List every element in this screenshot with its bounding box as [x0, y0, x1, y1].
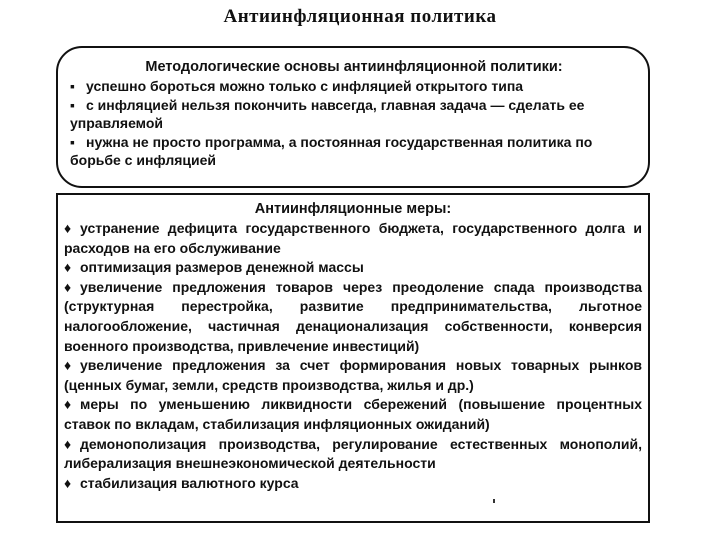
methodology-item — [70, 96, 638, 133]
measures-item-text: устранение дефицита государственного бюджета, государственного долга и расходов на его обслуживание — [64, 220, 642, 256]
methodology-item-text: нужна не просто программа, а постоянная государственная политика по борьбе с инфляцией — [70, 133, 593, 168]
measures-item-text: стабилизация валютного курса — [80, 474, 299, 491]
measures-item — [64, 356, 642, 395]
measures-item-text: демонополизация производства, регулирование естественных монополий, либерализация внешнеэкономической деятельности — [64, 435, 642, 472]
measures-item-text: увеличение предложения товаров через преодоление спада производства (структурная перестройка, развитие предпринимательства, льготное налогообложение, частичная денационализация собственности, конверсия военного производства, привлечение инвестиций) — [64, 278, 642, 354]
methodology-item — [70, 133, 638, 170]
measures-item — [64, 258, 642, 278]
diamond-bullet-icon: ♦ — [64, 220, 72, 236]
scan-mark — [493, 499, 495, 503]
methodology-item — [70, 77, 638, 96]
square-bullet-icon: ▪ — [70, 96, 75, 113]
diamond-bullet-icon: ♦ — [64, 357, 72, 374]
measures-item-text: оптимизация размеров денежной массы — [80, 259, 364, 276]
methodology-heading: Методологические основы антиинфляционной политики: — [145, 59, 563, 75]
diamond-bullet-icon: ♦ — [64, 278, 72, 295]
measures-item — [64, 278, 642, 356]
measures-heading: Антиинфляционные меры: — [254, 201, 452, 217]
square-bullet-icon: ▪ — [70, 78, 75, 94]
methodology-item-text: успешно бороться можно только с инфляцией открытого типа — [86, 78, 524, 94]
square-bullet-icon: ▪ — [70, 133, 75, 150]
diamond-bullet-icon: ♦ — [64, 259, 72, 276]
measures-item — [64, 474, 642, 494]
measures-item — [64, 435, 642, 474]
measures-box — [56, 193, 650, 523]
diamond-bullet-icon: ♦ — [64, 435, 72, 452]
measures-item-text: меры по уменьшению ликвидности сбережений (повышение процентных ставок по вкладам, стабилизация инфляционных ожиданий) — [64, 396, 642, 432]
measures-item — [64, 395, 642, 434]
diamond-bullet-icon: ♦ — [64, 474, 72, 491]
diamond-bullet-icon: ♦ — [64, 396, 72, 413]
methodology-item-text: с инфляцией нельзя покончить навсегда, главная задача — сделать ее управляемой — [70, 96, 585, 131]
measures-item — [64, 219, 642, 258]
measures-item-text: увеличение предложения за счет формирования новых товарных рынков (ценных бумаг, земли, средств производства, жилья и др.) — [64, 357, 642, 393]
methodology-box — [56, 46, 650, 188]
page-title: Антиинфляционная политика — [223, 6, 497, 27]
